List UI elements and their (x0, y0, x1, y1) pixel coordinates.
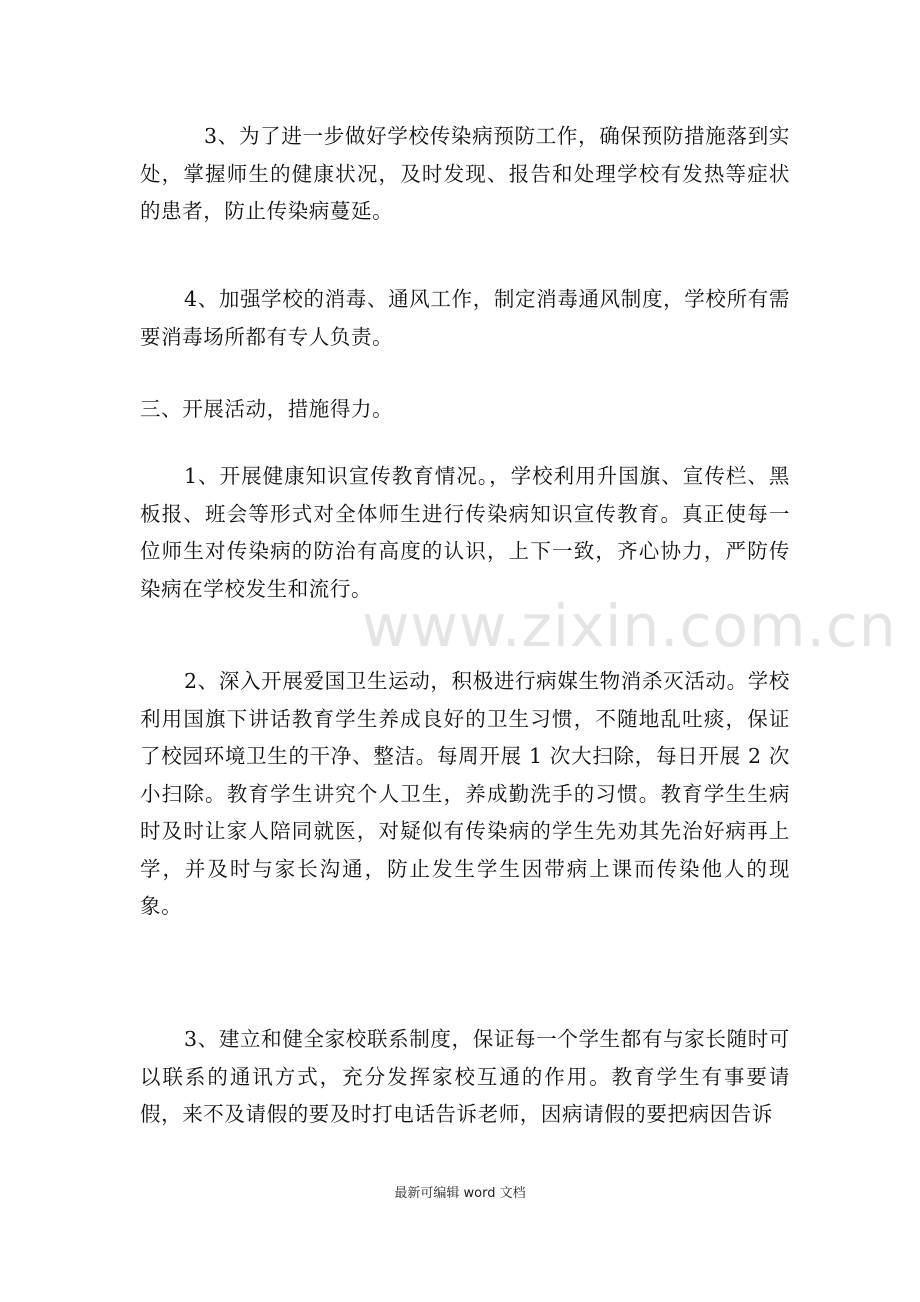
paragraph-5: 3、建立和健全家校联系制度，保证每一个学生都有与家长随时可以联系的通讯方式，充分发挥家校互通的作用。教育学生有事要请假，来不及请假的要及时打电话告诉老师，因病请假的要把病因告诉 (140, 1027, 790, 1126)
paragraph-4: 2、深入开展爱国卫生运动，积极进行病媒生物消杀灭活动。学校利用国旗下讲话教育学生养成良好的卫生习惯，不随地乱吐痰，保证了校园环境卫生的干净、整洁。每周开展 1 次大扫除，每日开展 2 次小扫除。教育学生讲究个人卫生，养成勤洗手的习惯。教育学生生病时及时让家人陪同就医，对疑似有传染病的学生先劝其先治好病再上学，并及时与家长沟通，防止发生学生因带病上课而传染他人的现象。 (140, 669, 790, 918)
paragraph-3: 1、开展健康知识宣传教育情况。，学校利用升国旗、宣传栏、黑板报、班会等形式对全体师生进行传染病知识宣传教育。真正使每一位师生对传染病的防治有高度的认识，上下一致，齐心协力，严防传染病在学校发生和流行。 (140, 464, 790, 601)
page-footer: 最新可编辑 word 文档 (394, 1186, 526, 1201)
paragraph-1: 3、为了进一步做好学校传染病预防工作，确保预防措施落到实处，掌握师生的健康状况，及时发现、报告和处理学校有发热等症状的患者，防止传染病蔓延。 (140, 124, 790, 223)
paragraph-2: 4、加强学校的消毒、通风工作，制定消毒通风制度，学校所有需要消毒场所都有专人负责。 (140, 287, 790, 349)
section-heading: 三、开展活动，措施得力。 (140, 397, 394, 421)
watermark: www.zixin.com.cn (362, 592, 897, 660)
